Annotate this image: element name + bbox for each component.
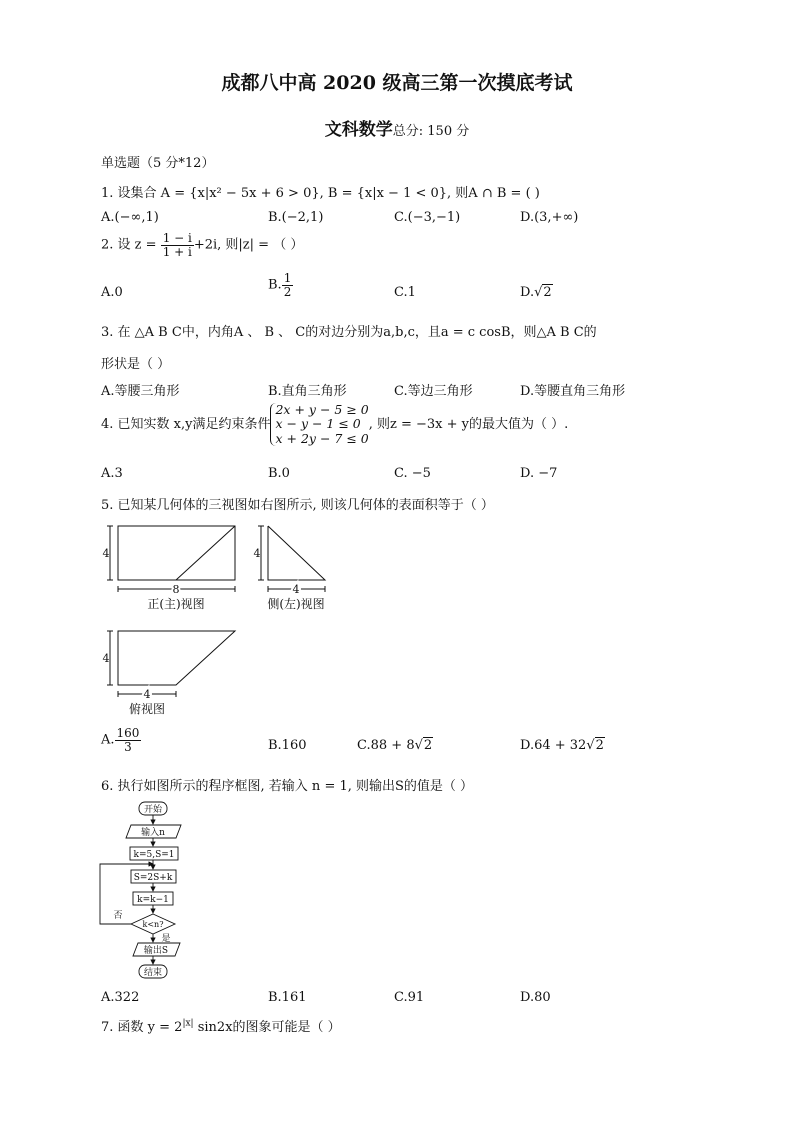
side-h-label: 4 bbox=[253, 547, 261, 560]
q4-option-c: C. −5 bbox=[394, 466, 431, 481]
q2-stem bbox=[101, 232, 303, 258]
q5-option-a bbox=[101, 727, 141, 753]
q3-stem-line2: 形状是（ ） bbox=[101, 357, 171, 372]
q5-option-d-prefix: D.64 + 32 bbox=[520, 738, 587, 753]
q5-option-a-num: 160 bbox=[116, 726, 140, 740]
section-label: 单选题（5 分*12） bbox=[101, 156, 215, 171]
q2-option-d-radicand: 2 bbox=[543, 285, 552, 300]
flow-output-text: 输出S bbox=[143, 946, 169, 956]
top-view-trapezoid bbox=[118, 631, 235, 685]
front-w-label: 8 bbox=[172, 583, 180, 596]
flow-step2-text: k=k−1 bbox=[137, 895, 169, 905]
q7-exponent: |x| bbox=[182, 1018, 194, 1029]
front-view-diagonal bbox=[176, 526, 235, 580]
q2-frac-den: 1 + i bbox=[162, 244, 192, 259]
program-flowchart bbox=[98, 798, 218, 984]
q4-constraint-system bbox=[270, 403, 368, 446]
q1-option-a: A.(−∞,1) bbox=[101, 210, 159, 225]
q1-option-b: B.(−2,1) bbox=[268, 210, 324, 225]
q6-stem: 6. 执行如图所示的程序框图, 若输入 n = 1, 则输出S的值是（ ） bbox=[101, 779, 474, 794]
q1-option-d: D.(3,+∞) bbox=[520, 210, 579, 225]
flow-no-label: 否 bbox=[113, 911, 123, 921]
q2-option-b bbox=[268, 272, 293, 298]
q3-stem-line1: 3. 在 △A B C中，内角A 、 B 、 C的对边分别为a,b,c，且a = c cosB，则△A B C的 bbox=[101, 325, 597, 340]
q5-option-d: D.64 + 32√2 bbox=[520, 738, 604, 753]
q2-suffix: +2i, 则|z| = （ ） bbox=[193, 237, 304, 253]
side-view-caption: 侧(左)视图 bbox=[267, 597, 325, 611]
q5-option-a-prefix: A. bbox=[101, 732, 115, 748]
q2-option-b-den: 2 bbox=[283, 284, 292, 299]
q1-stem: 1. 设集合 A = {x|x² − 5x + 6 > 0}, B = {x|x − 1 < 0}, 则A ∩ B = ( ) bbox=[101, 186, 540, 201]
q3-option-c: C.等边三角形 bbox=[394, 384, 473, 399]
q4-suffix: , 则z = −3x + y的最大值为（ ）. bbox=[368, 417, 569, 433]
total-score: 总分: 150 分 bbox=[392, 124, 470, 139]
side-w-label: 4 bbox=[292, 583, 300, 596]
front-h-label: 4 bbox=[102, 547, 110, 560]
q4-constraint-3: x + 2y − 7 ≤ 0 bbox=[275, 430, 369, 446]
three-view-figure bbox=[98, 516, 358, 724]
q3-option-a: A.等腰三角形 bbox=[101, 384, 180, 399]
q5-option-a-den: 3 bbox=[124, 739, 132, 754]
q2-option-c: C.1 bbox=[394, 285, 416, 300]
top-w-label: 4 bbox=[143, 688, 151, 701]
subject-name: 文科数学 bbox=[324, 120, 393, 140]
flow-step1-text: S=2S+k bbox=[133, 873, 173, 883]
q5-option-c: C.88 + 8√2 bbox=[357, 738, 433, 753]
q4-stem bbox=[101, 403, 568, 446]
q4-prefix: 4. 已知实数 x,y满足约束条件 bbox=[101, 417, 271, 433]
q6-option-b: B.161 bbox=[268, 990, 307, 1005]
q6-option-d: D.80 bbox=[520, 990, 551, 1005]
flow-init-text: k=5,S=1 bbox=[133, 850, 175, 860]
side-view-triangle bbox=[268, 526, 325, 580]
q2-prefix: 2. 设 z = bbox=[101, 237, 157, 253]
q5-stem: 5. 已知某几何体的三视图如右图所示, 则该几何体的表面积等于（ ） bbox=[101, 498, 494, 513]
q7-suffix: sin2x的图象可能是（ ） bbox=[193, 1020, 341, 1035]
q2-option-d-prefix: D. bbox=[520, 285, 535, 300]
exam-title: 成都八中高 2020 级高三第一次摸底考试 bbox=[221, 72, 573, 94]
q4-constraint-2: x − y − 1 ≤ 0 bbox=[275, 416, 361, 432]
front-view-caption: 正(主)视图 bbox=[147, 597, 205, 611]
q5-option-c-radicand: 2 bbox=[423, 738, 433, 753]
q2-option-b-prefix: B. bbox=[268, 277, 282, 293]
q2-fraction bbox=[161, 232, 194, 258]
flow-cond-text: k<n? bbox=[142, 920, 164, 929]
q4-constraint-1: 2x + y − 5 ≥ 0 bbox=[275, 402, 369, 417]
flow-start-text: 开始 bbox=[143, 805, 163, 815]
q2-option-a: A.0 bbox=[101, 285, 123, 300]
q1-option-c: C.(−3,−1) bbox=[394, 210, 461, 225]
q2-frac-num: 1 − i bbox=[162, 231, 192, 245]
exam-subtitle bbox=[0, 115, 794, 140]
flow-end-text: 结束 bbox=[143, 968, 163, 978]
q4-option-d: D. −7 bbox=[520, 466, 558, 481]
q5-option-a-frac bbox=[115, 727, 142, 753]
q7-stem bbox=[101, 1016, 341, 1035]
flow-yes-label: 是 bbox=[161, 934, 171, 944]
q2-option-b-frac bbox=[282, 272, 294, 298]
top-h-label: 4 bbox=[102, 652, 110, 665]
flow-input-text: 输入n bbox=[141, 828, 165, 838]
q4-option-a: A.3 bbox=[101, 466, 123, 481]
q5-option-b: B.160 bbox=[268, 738, 307, 753]
q3-option-d: D.等腰直角三角形 bbox=[520, 384, 626, 399]
q2-option-b-num: 1 bbox=[283, 271, 292, 285]
q3-option-b: B.直角三角形 bbox=[268, 384, 347, 399]
q4-option-b: B.0 bbox=[268, 466, 290, 481]
q5-option-c-prefix: C.88 + 8 bbox=[357, 738, 415, 753]
q7-prefix: 7. 函数 y = 2 bbox=[101, 1020, 183, 1035]
top-view-caption: 俯视图 bbox=[128, 702, 166, 716]
q2-option-d: D.√2 bbox=[520, 285, 552, 300]
q6-option-c: C.91 bbox=[394, 990, 425, 1005]
front-view-rect bbox=[118, 526, 235, 580]
q6-option-a: A.322 bbox=[101, 990, 140, 1005]
q5-option-d-radicand: 2 bbox=[595, 738, 604, 753]
